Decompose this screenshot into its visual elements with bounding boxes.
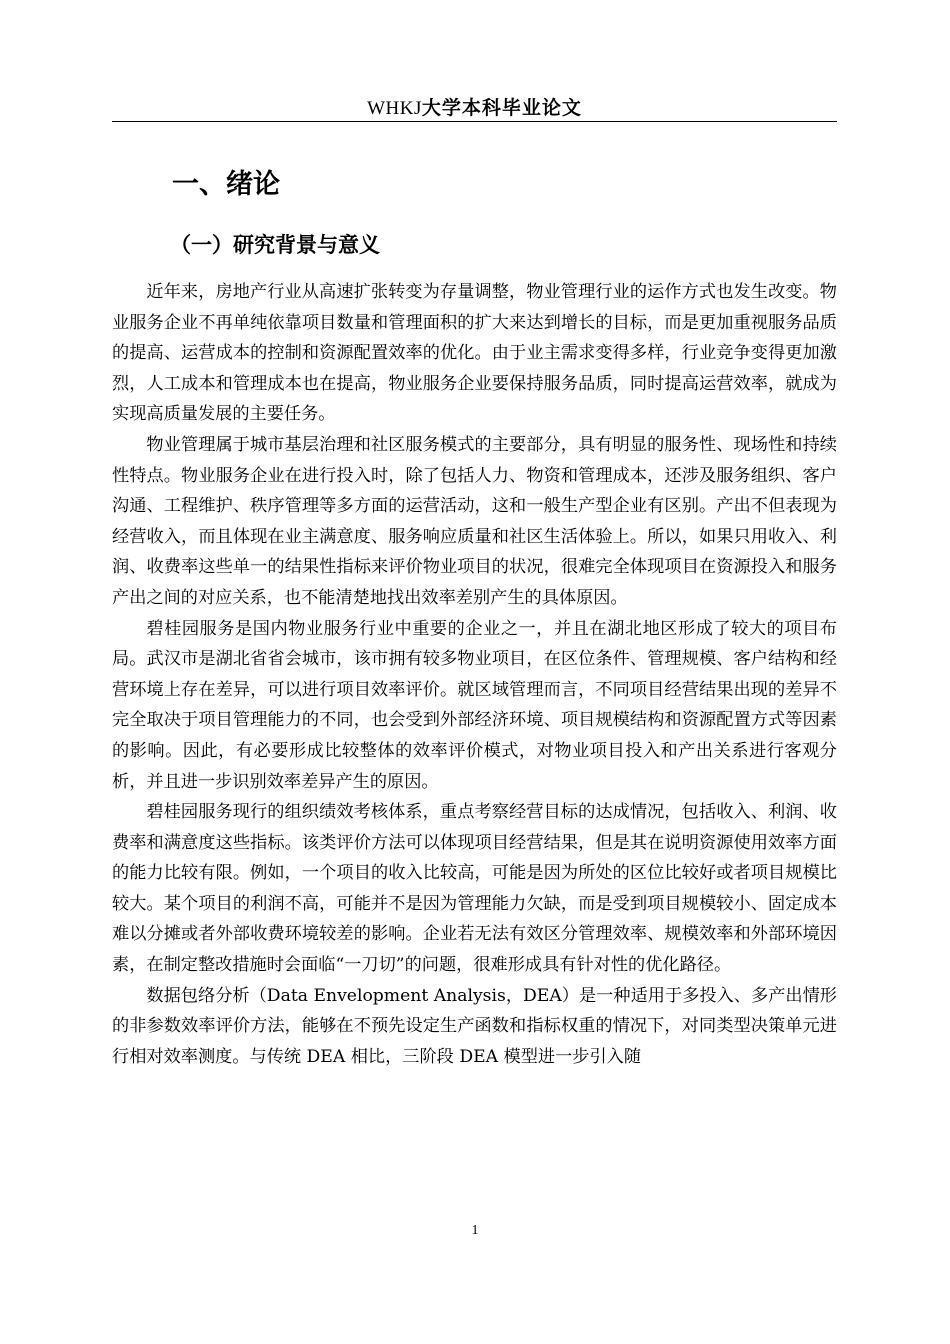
page-number: 1: [471, 1223, 479, 1238]
section-title: （一）研究背景与意义: [170, 233, 380, 257]
body-text: [112, 277, 837, 1072]
paragraph: 数据包络分析（Data Envelopment Analysis，DEA）是一种适用于多投入、多产出情形的非参数效率评价方法，能够在不预先设定生产函数和指标权重的情况下，对同类型决策单元进行相对效率测度。与传统 DEA 相比，三阶段 DEA 模型进一步引入随: [112, 985, 837, 1067]
header-title: 大学本科毕业论文: [421, 97, 582, 119]
paragraph: 碧桂园服务现行的组织绩效考核体系，重点考察经营目标的达成情况，包括收入、利润、收费率和满意度这些指标。该类评价方法可以体现项目经营结果，但是其在说明资源使用效率方面的能力比较有限。例如，一个项目的收入比较高，可能是因为所处的区位比较好或者项目规模比较大。某个项目的利润不高，可能并不是因为管理能力欠缺，而是受到项目规模较小、固定成本难以分摊或者外部收费环境较差的影响。企业若无法有效区分管理效率、规模效率和外部环境因素，在制定整改措施时会面临“一刀切”的问题，很难形成具有针对性的优化路径。: [112, 802, 837, 976]
header-school-code: WHKJ: [367, 98, 422, 119]
running-header: [112, 97, 837, 120]
paragraph: 碧桂园服务是国内物业服务行业中重要的企业之一，并且在湖北地区形成了较大的项目布局。武汉市是湖北省省会城市，该市拥有较多物业项目，在区位条件、管理规模、客户结构和经营环境上存在差异，可以进行项目效率评价。就区域管理而言，不同项目经营结果出现的差异不完全取决于项目管理能力的不同，也会受到外部经济环境、项目规模结构和资源配置方式等因素的影响。因此，有必要形成比较整体的效率评价模式，对物业项目投入和产出关系进行客观分析，并且进一步识别效率差异产生的原因。: [112, 618, 837, 792]
paragraph: 物业管理属于城市基层治理和社区服务模式的主要部分，具有明显的服务性、现场性和持续性特点。物业服务企业在进行投入时，除了包括人力、物资和管理成本，还涉及服务组织、客户沟通、工程维护、秩序管理等多方面的运营活动，这和一般生产型企业有区别。产出不但表现为经营收入，而且体现在业主满意度、服务响应质量和社区生活体验上。所以，如果只用收入、利润、收费率这些单一的结果性指标来评价物业项目的状况，很难完全体现项目在资源投入和服务产出之间的对应关系，也不能清楚地找出效率差别产生的具体原因。: [112, 434, 837, 608]
chapter-title: 一、绪论: [172, 169, 280, 200]
paragraph: 近年来，房地产行业从高速扩张转变为存量调整，物业管理行业的运作方式也发生改变。物业服务企业不再单纯依靠项目数量和管理面积的扩大来达到增长的目标，而是更加重视服务品质的提高、运营成本的控制和资源配置效率的优化。由于业主需求变得多样，行业竞争变得更加激烈，人工成本和管理成本也在提高，物业服务企业要保持服务品质，同时提高运营效率，就成为实现高质量发展的主要任务。: [112, 282, 837, 425]
header-rule: [112, 121, 837, 122]
